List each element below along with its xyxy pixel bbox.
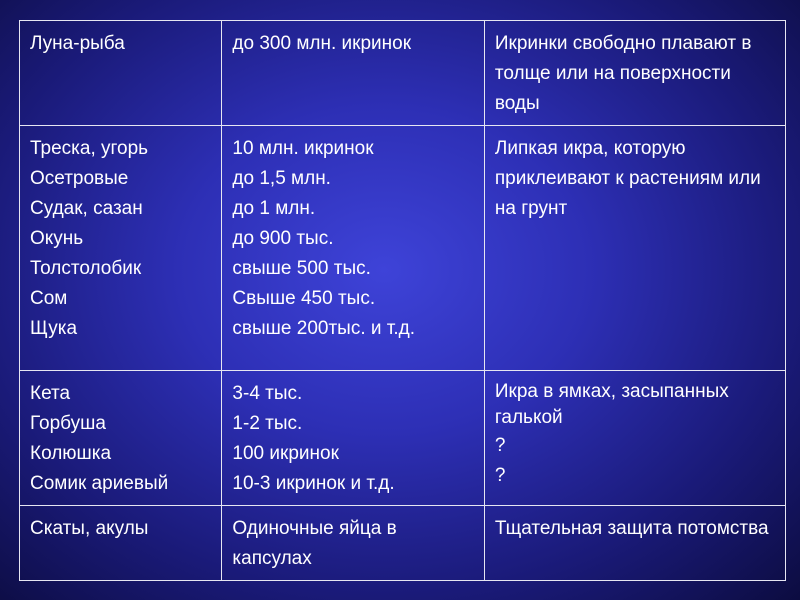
species-cell (20, 506, 222, 581)
egg-care-text: ? (494, 435, 506, 456)
species-cell (20, 126, 222, 371)
fish-reproduction-table (19, 20, 786, 581)
species-name: Треска, угорь (30, 138, 149, 159)
egg-count: Свыше 450 тыс. (232, 288, 376, 309)
species-name: Щука (30, 318, 78, 339)
egg-count: 10 млн. икринок (232, 138, 374, 159)
egg-care-cell (484, 506, 785, 581)
species-name: Толстолобик (30, 258, 142, 279)
egg-count: до 300 млн. икринок (232, 33, 412, 54)
egg-count: 10-3 икринок и т.д. (232, 473, 395, 494)
egg-count-cell (222, 506, 484, 581)
egg-count: Одиночные яйца в капсулах (232, 518, 397, 569)
egg-count: свыше 500 тыс. (232, 258, 371, 279)
egg-care-text: Тщательная защита потомства (494, 518, 769, 539)
egg-care-text: ? (494, 465, 506, 486)
egg-care-cell (484, 126, 785, 371)
egg-count: свыше 200тыс. и т.д. (232, 318, 416, 339)
species-name: Горбуша (30, 413, 106, 434)
species-name: Кета (30, 383, 71, 404)
species-name: Сом (30, 288, 68, 309)
species-name: Осетровые (30, 168, 129, 189)
egg-count: до 900 тыс. (232, 228, 334, 249)
species-name: Сомик ариевый (30, 473, 169, 494)
egg-care-text: Икринки свободно плавают в толще или на поверхности воды (494, 33, 752, 114)
egg-count: до 1 млн. (232, 198, 316, 219)
table-row (20, 371, 786, 506)
egg-count-cell (222, 371, 484, 506)
egg-count-cell (222, 126, 484, 371)
species-cell (20, 21, 222, 126)
table-row (20, 506, 786, 581)
egg-count: 100 икринок (232, 443, 339, 464)
species-name: Судак, сазан (30, 198, 143, 219)
egg-care-text: Икра в ямках, засыпанных галькой (494, 381, 729, 428)
egg-count-cell (222, 21, 484, 126)
species-name: Окунь (30, 228, 84, 249)
egg-count: 3-4 тыс. (232, 383, 303, 404)
table-row (20, 21, 786, 126)
egg-count: до 1,5 млн. (232, 168, 331, 189)
egg-count: 1-2 тыс. (232, 413, 303, 434)
egg-care-text: Липкая икра, которую приклеивают к растениям или на грунт (494, 138, 761, 219)
egg-care-cell (484, 21, 785, 126)
species-name: Луна-рыба (30, 33, 125, 54)
species-name: Скаты, акулы (30, 518, 149, 539)
species-name: Колюшка (30, 443, 112, 464)
egg-care-cell (484, 371, 785, 506)
table-row (20, 126, 786, 371)
species-cell (20, 371, 222, 506)
